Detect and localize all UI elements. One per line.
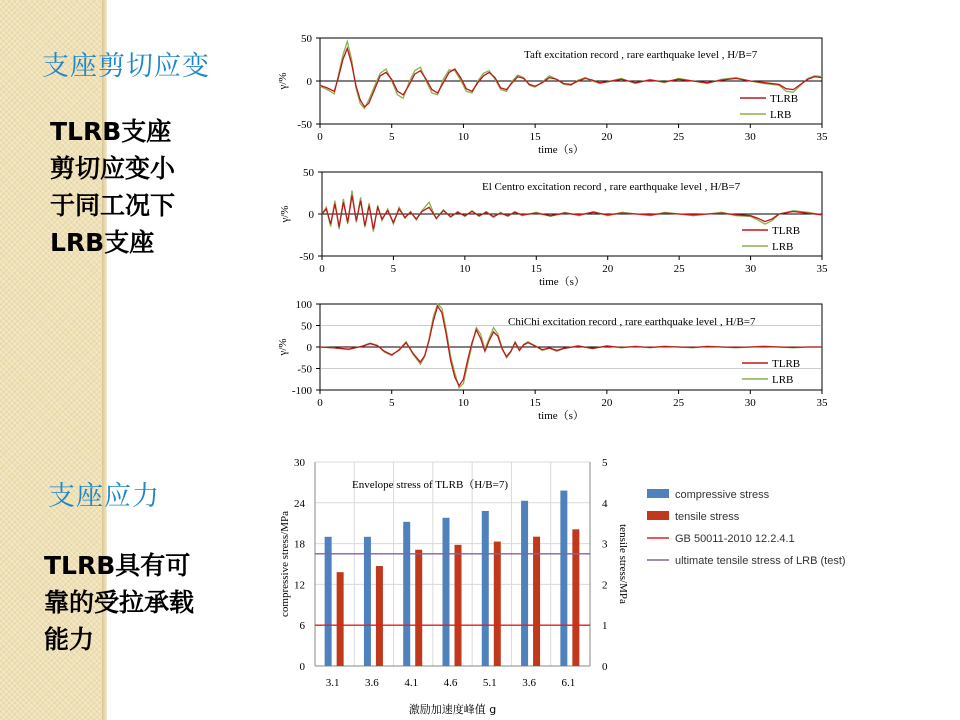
legend-label: LRB bbox=[772, 374, 794, 386]
x-tick-label: 15 bbox=[529, 397, 541, 409]
y-axis-label: γ/% bbox=[279, 205, 291, 223]
y-tick-label: 6 bbox=[299, 620, 305, 633]
legend-swatch bbox=[647, 511, 669, 520]
x-tick-label: 0 bbox=[317, 397, 323, 409]
compressive-bar bbox=[482, 511, 489, 666]
y-tick-label: 0 bbox=[299, 661, 305, 673]
y-tick-label: 18 bbox=[294, 538, 305, 551]
y-axis-label: γ/% bbox=[277, 72, 289, 90]
category-label: 4.1 bbox=[404, 677, 419, 689]
y-tick-label: 24 bbox=[294, 497, 305, 510]
y-axis-label: γ/% bbox=[277, 338, 289, 356]
x-tick-label: 5 bbox=[388, 397, 395, 409]
heading-bearing-stress: 支座应力 bbox=[48, 481, 160, 512]
legend-label: ultimate tensile stress of LRB (test) bbox=[675, 555, 846, 567]
elcentro-strain-chart bbox=[270, 164, 840, 298]
x-tick-label: 35 bbox=[816, 263, 828, 275]
x-axis-label: time（s） bbox=[538, 144, 584, 156]
y-tick-label: 0 bbox=[308, 209, 314, 221]
x-tick-label: 25 bbox=[673, 263, 685, 275]
x-tick-label: 30 bbox=[744, 131, 756, 143]
category-label: 3.6 bbox=[522, 677, 536, 689]
x-tick-label: 25 bbox=[673, 397, 685, 409]
compressive-bar bbox=[325, 537, 332, 666]
y-tick-label: 50 bbox=[301, 33, 312, 45]
y2-tick-label: 4 bbox=[602, 497, 608, 510]
body-line: 剪切应变小 bbox=[50, 154, 176, 183]
x-tick-label: 15 bbox=[530, 263, 542, 275]
y-tick-label: -50 bbox=[299, 251, 314, 263]
stress-bar-chart bbox=[270, 450, 900, 720]
y-tick-label: 50 bbox=[301, 320, 312, 333]
body-line: 于同工况下 bbox=[50, 191, 176, 220]
y2-tick-label: 0 bbox=[602, 661, 608, 673]
tensile-bar bbox=[337, 572, 344, 666]
x-tick-label: 10 bbox=[459, 263, 471, 275]
tensile-bar bbox=[455, 545, 462, 666]
legend-label: TLRB bbox=[772, 358, 801, 370]
tensile-bar bbox=[376, 566, 383, 666]
chart-title: Taft excitation record , rare earthquake level , H/B=7 bbox=[524, 49, 758, 61]
y-tick-label: -100 bbox=[291, 385, 312, 397]
taft-strain-chart bbox=[270, 28, 840, 168]
x-tick-label: 30 bbox=[745, 263, 757, 275]
body-shear-strain bbox=[50, 113, 175, 261]
y-tick-label: 30 bbox=[294, 457, 305, 469]
x-tick-label: 30 bbox=[744, 397, 756, 409]
heading-shear-strain: 支座剪切应变 bbox=[42, 51, 210, 82]
y-tick-label: 12 bbox=[294, 579, 305, 592]
compressive-bar bbox=[364, 537, 371, 666]
body-bearing-stress bbox=[44, 547, 194, 658]
chart-title: El Centro excitation record , rare earthquake level , H/B=7 bbox=[482, 181, 741, 193]
chichi-strain-chart bbox=[270, 296, 840, 434]
chart-title: Envelope stress of TLRB（H/B=7) bbox=[352, 479, 509, 491]
body-line: 靠的受拉承载 bbox=[44, 588, 195, 617]
category-label: 5.1 bbox=[482, 677, 497, 689]
legend-label: tensile stress bbox=[675, 511, 740, 523]
x-tick-label: 20 bbox=[601, 131, 613, 143]
tensile-bar bbox=[572, 529, 579, 666]
legend-label: GB 50011-2010 12.2.4.1 bbox=[675, 533, 795, 545]
x-tick-label: 5 bbox=[390, 263, 397, 275]
x-tick-label: 5 bbox=[388, 131, 395, 143]
y2-tick-label: 1 bbox=[602, 620, 608, 633]
tensile-bar bbox=[494, 542, 501, 666]
plot-area bbox=[315, 462, 590, 666]
legend-label: TLRB bbox=[770, 93, 799, 105]
x-axis-label: time（s） bbox=[538, 410, 584, 422]
tensile-bar bbox=[533, 537, 540, 666]
compressive-bar bbox=[521, 501, 528, 666]
y2-tick-label: 5 bbox=[602, 457, 608, 469]
category-label: 4.6 bbox=[443, 677, 458, 689]
category-label: 3.1 bbox=[325, 677, 340, 689]
x-tick-label: 0 bbox=[317, 131, 323, 143]
legend-label: LRB bbox=[772, 241, 794, 253]
legend-label: LRB bbox=[770, 109, 792, 121]
x-tick-label: 0 bbox=[319, 263, 325, 275]
x-tick-label: 10 bbox=[457, 397, 469, 409]
y2-tick-label: 3 bbox=[602, 538, 608, 551]
legend-swatch bbox=[647, 489, 669, 498]
x-tick-label: 20 bbox=[602, 263, 614, 275]
y-tick-label: -50 bbox=[297, 119, 312, 131]
x-tick-label: 20 bbox=[601, 397, 613, 409]
x-tick-label: 10 bbox=[457, 131, 469, 143]
y-tick-label: -50 bbox=[297, 363, 312, 376]
y2-tick-label: 2 bbox=[602, 579, 608, 592]
category-label: 6.1 bbox=[561, 677, 576, 689]
body-line: LRB支座 bbox=[50, 228, 155, 257]
x-axis-label: time（s） bbox=[539, 276, 585, 288]
chart-title: ChiChi excitation record , rare earthquake level , H/B=7 bbox=[508, 316, 756, 328]
x-tick-label: 35 bbox=[816, 397, 828, 409]
body-line: TLRB支座 bbox=[50, 117, 172, 146]
y-tick-label: 100 bbox=[295, 299, 312, 311]
x-tick-label: 25 bbox=[673, 131, 685, 143]
x-tick-label: 15 bbox=[529, 131, 541, 143]
compressive-bar bbox=[560, 491, 567, 666]
x-axis-label: 激励加速度峰值 g bbox=[408, 703, 497, 716]
category-label: 3.6 bbox=[365, 677, 379, 689]
legend-label: TLRB bbox=[772, 225, 801, 237]
y-tick-label: 0 bbox=[306, 76, 312, 88]
y-tick-label: 50 bbox=[303, 167, 314, 179]
y-axis-label: compressive stress/MPa bbox=[279, 510, 291, 618]
y2-axis-label: tensile stress/MPa bbox=[617, 524, 629, 604]
y-tick-label: 0 bbox=[306, 342, 312, 354]
tensile-bar bbox=[415, 550, 422, 666]
legend-label: compressive stress bbox=[675, 489, 770, 501]
compressive-bar bbox=[443, 518, 450, 666]
compressive-bar bbox=[403, 522, 410, 666]
body-line: 能力 bbox=[44, 625, 95, 654]
body-line: TLRB具有可 bbox=[44, 551, 191, 580]
x-tick-label: 35 bbox=[816, 131, 828, 143]
